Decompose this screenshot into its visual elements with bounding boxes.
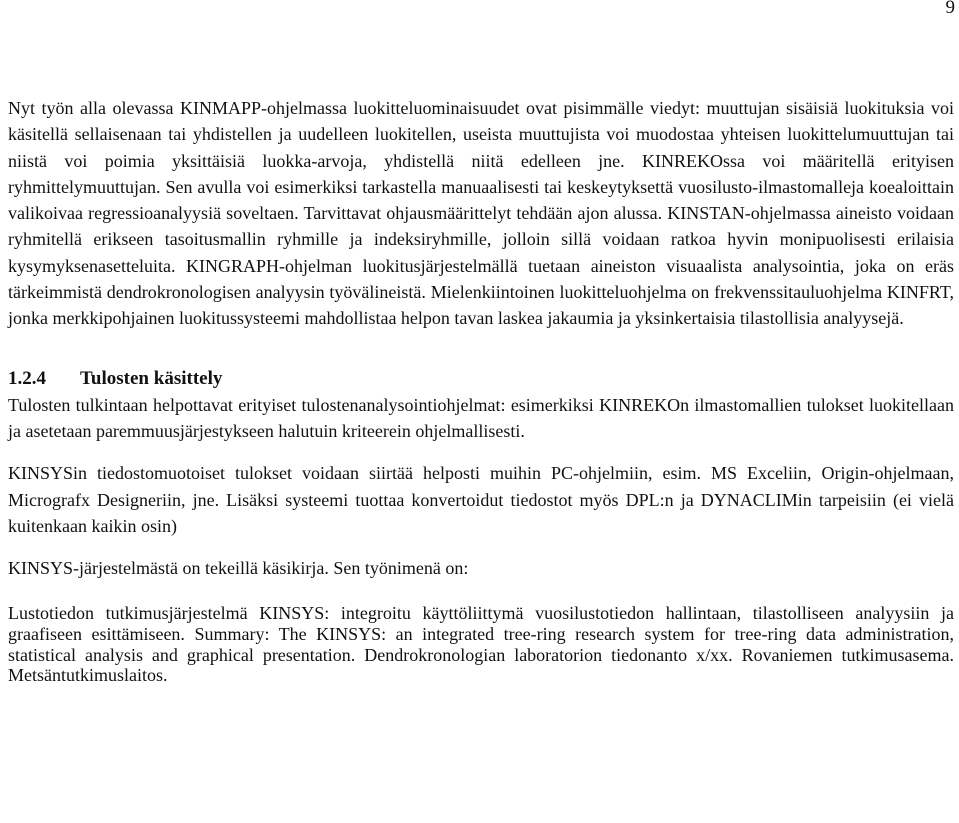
paragraph-file-export: KINSYSin tiedostomuotoiset tulokset voidaan siirtää helposti muihin PC-ohjelmiin, esim. MS Exceliin, Origin-ohjelmaan, Micrografx Designeriin, jne. Lisäksi systeemi tuottaa konvertoidut tiedostot myös DPL:n ja DYNACLIMin tarpeisiin (ei vielä kuitenkaan kaikin osin) [8,463,954,536]
paragraph-kinmapp: Nyt työn alla olevassa KINMAPP-ohjelmassa luokitteluominaisuudet ovat pisimmälle viedyt: muuttujan sisäisiä luokituksia voi käsitellä sellaisenaan tai yhdistellen ja uudelleen luokitellen, useista muuttujista voi muodostaa yhteisen luokittelumuuttujan tai niistä voi poimia yksittäisiä luokka-arvoja, yhdistellä niitä edelleen jne. KINREKOssa voi määritellä erityisen ryhmittelymuuttujan. Sen avulla voi esimerkiksi tarkastella manuaalisesti tai keskeytyksettä vuosilusto-ilmastomalleja koealoittain valikoivaa regressioanalyysiä soveltaen. Tarvittavat ohjausmäärittelyt tehdään ajon alussa. KINSTAN-ohjelmassa aineisto voidaan ryhmitellä erikseen tasoitusmallin ryhmille ja indeksiryhmille, jolloin sillä voidaan ratkoa hyvin monipuolisesti erilaisia kysymyksenasetteluita. KINGRAPH-ohjelman luokitusjärjestelmällä tuetaan aineiston visuaalista analysointia, joka on eräs tärkeimmistä dendrokronologisen analyysin työvälineistä. Mielenkiintoinen luokitteluohjelma on frekvenssitauluohjelma KINFRT, jonka merkkipohjainen luokitussysteemi mahdollistaa helpon tavan laskea jakaumia ja yksinkertaisia tilastollisia analyysejä. [8,98,954,329]
section-heading [8,366,954,392]
section-title: Tulosten käsittely [80,367,223,389]
paragraph-results-interpretation: Tulosten tulkintaan helpottavat erityiset tulostenanalysointiohjelmat: esimerkiksi KINREKOn ilmastomallien tulokset luokitellaan ja asetetaan paremmuusjärjestykseen halutuin kriteerein ohjelmallisesti. [8,394,954,441]
document-body [8,95,954,686]
paragraph-manual: KINSYS-järjestelmästä on tekeillä käsikirja. Sen työnimenä on: [8,558,469,579]
paragraph-working-title: Lustotiedon tutkimusjärjestelmä KINSYS: integroitu käyttöliittymä vuosilustotiedon hallintaan, tilastolliseen analyysiin ja graafiseen esittämiseen. Summary: The KINSYS: an integrated tree-ring research system for tree-ring data administration, statistical analysis and graphical presentation. Dendrokronologian laboratorion tiedonanto x/xx. Rovaniemen tutkimusasema. Metsäntutkimuslaitos. [8,603,954,686]
section-number: 1.2.4 [8,367,46,389]
page-number: 9 [945,0,955,18]
